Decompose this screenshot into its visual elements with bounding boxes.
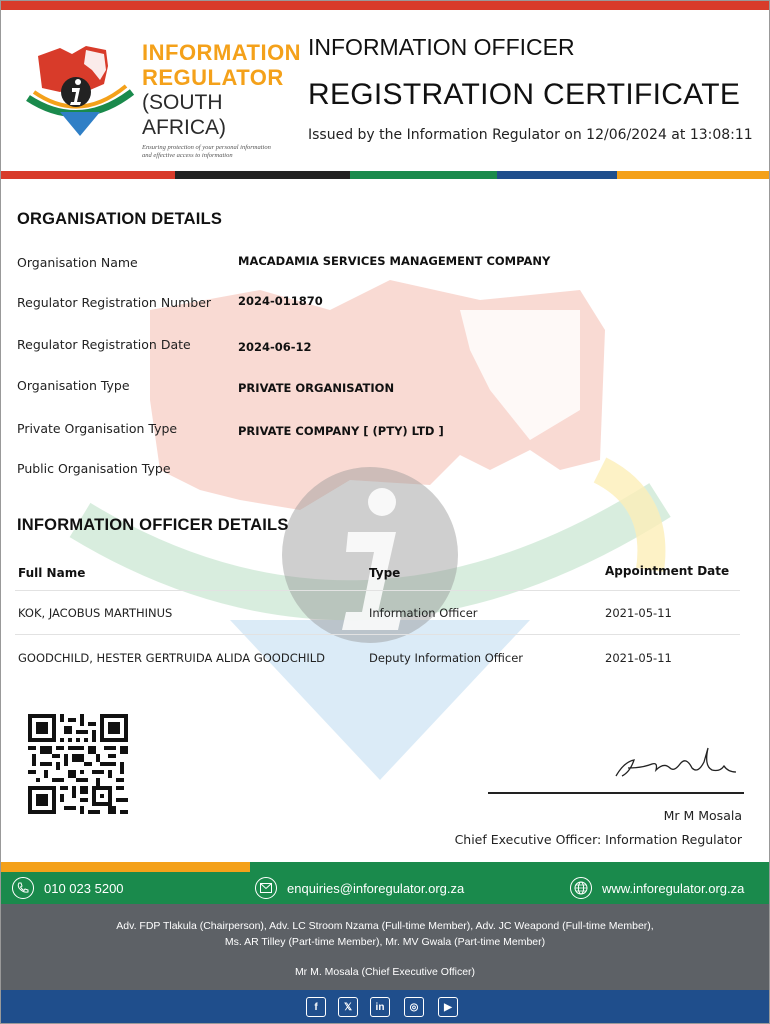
logo-text — [142, 40, 301, 160]
x-icon[interactable]: 𝕏 — [338, 997, 358, 1017]
private-organisation-type-value: PRIVATE COMPANY [ (PTY) LTD ] — [238, 424, 444, 438]
board-line-3: Mr M. Mosala (Chief Executive Officer) — [294, 966, 476, 978]
officer-row-2-name: GOODCHILD, HESTER GERTRUIDA ALIDA GOODCHILD — [18, 651, 326, 665]
website-url: www.inforegulator.org.za — [602, 880, 745, 896]
logo-tagline: Ensuring protection of your personal information and effective access to information — [142, 144, 271, 159]
public-organisation-type-label: Public Organisation Type — [17, 461, 171, 476]
phone-contact[interactable] — [12, 877, 124, 899]
org-name-label: Organisation Name — [17, 255, 138, 270]
signatory-name: Mr M Mosala — [663, 808, 742, 823]
qr-code[interactable] — [28, 714, 128, 814]
signatory-title: Chief Executive Officer: Information Regulator — [454, 832, 742, 847]
email-address: enquiries@inforegulator.org.za — [287, 880, 465, 896]
phone-icon — [12, 877, 34, 899]
information-regulator-logo — [20, 40, 302, 159]
phone-number: 010 023 5200 — [44, 880, 124, 896]
top-accent-bar — [0, 0, 770, 10]
regulator-emblem-icon — [20, 40, 140, 140]
ceo-signature — [612, 742, 742, 786]
logo-line2: REGULATOR — [142, 65, 284, 90]
organisation-type-label: Organisation Type — [17, 378, 130, 393]
globe-icon — [570, 877, 592, 899]
email-contact[interactable] — [255, 877, 464, 899]
board-line-1: Adv. FDP Tlakula (Chairperson), Adv. LC Stroom Nzama (Full-time Member), Adv. JC Weapond (Full-time Member), — [116, 920, 654, 932]
registration-date-label: Regulator Registration Date — [17, 337, 191, 352]
information-officer-details-heading: INFORMATION OFFICER DETAILS — [17, 516, 289, 534]
organisation-type-value: PRIVATE ORGANISATION — [238, 381, 395, 395]
contact-bar — [0, 872, 770, 904]
officer-row-2-type: Deputy Information Officer — [369, 651, 524, 665]
footer-color-stripe — [0, 862, 770, 872]
registration-number-value: 2024-011870 — [238, 294, 323, 308]
issued-statement: Issued by the Information Regulator on 12/06/2024 at 13:08:11 — [308, 127, 753, 143]
organisation-details-heading: ORGANISATION DETAILS — [17, 210, 223, 228]
social-media-bar — [0, 990, 770, 1024]
facebook-icon[interactable]: f — [306, 997, 326, 1017]
email-icon — [255, 877, 277, 899]
board-line-2: Ms. AR Tilley (Part-time Member), Mr. MV Gwala (Part-time Member) — [224, 936, 546, 948]
column-header-full-name: Full Name — [18, 566, 86, 580]
website-contact[interactable] — [570, 877, 744, 899]
officer-row-2-date: 2021-05-11 — [605, 651, 672, 665]
registration-number-label: Regulator Registration Number — [17, 295, 212, 310]
certificate-title-line2: REGISTRATION CERTIFICATE — [308, 78, 741, 111]
logo-line3: (SOUTH AFRICA) — [142, 91, 226, 139]
national-color-stripe — [0, 171, 770, 179]
org-name-value: MACADAMIA SERVICES MANAGEMENT COMPANY — [238, 254, 551, 268]
certificate-title-line1: INFORMATION OFFICER — [308, 34, 575, 60]
board-members-panel — [0, 904, 770, 990]
officer-row-1-type: Information Officer — [369, 606, 478, 620]
table-divider — [15, 590, 740, 591]
instagram-icon[interactable]: ◎ — [404, 997, 424, 1017]
officer-row-1-name: KOK, JACOBUS MARTHINUS — [18, 606, 173, 620]
linkedin-icon[interactable]: in — [370, 997, 390, 1017]
table-divider — [15, 634, 740, 635]
registration-date-value: 2024-06-12 — [238, 340, 312, 354]
column-header-appointment-date: Appointment Date — [605, 564, 730, 578]
officer-row-1-date: 2021-05-11 — [605, 606, 672, 620]
youtube-icon[interactable]: ▶ — [438, 997, 458, 1017]
logo-line1: INFORMATION — [142, 40, 302, 65]
private-organisation-type-label: Private Organisation Type — [17, 421, 178, 436]
signature-line — [488, 792, 744, 794]
column-header-type: Type — [369, 566, 401, 580]
